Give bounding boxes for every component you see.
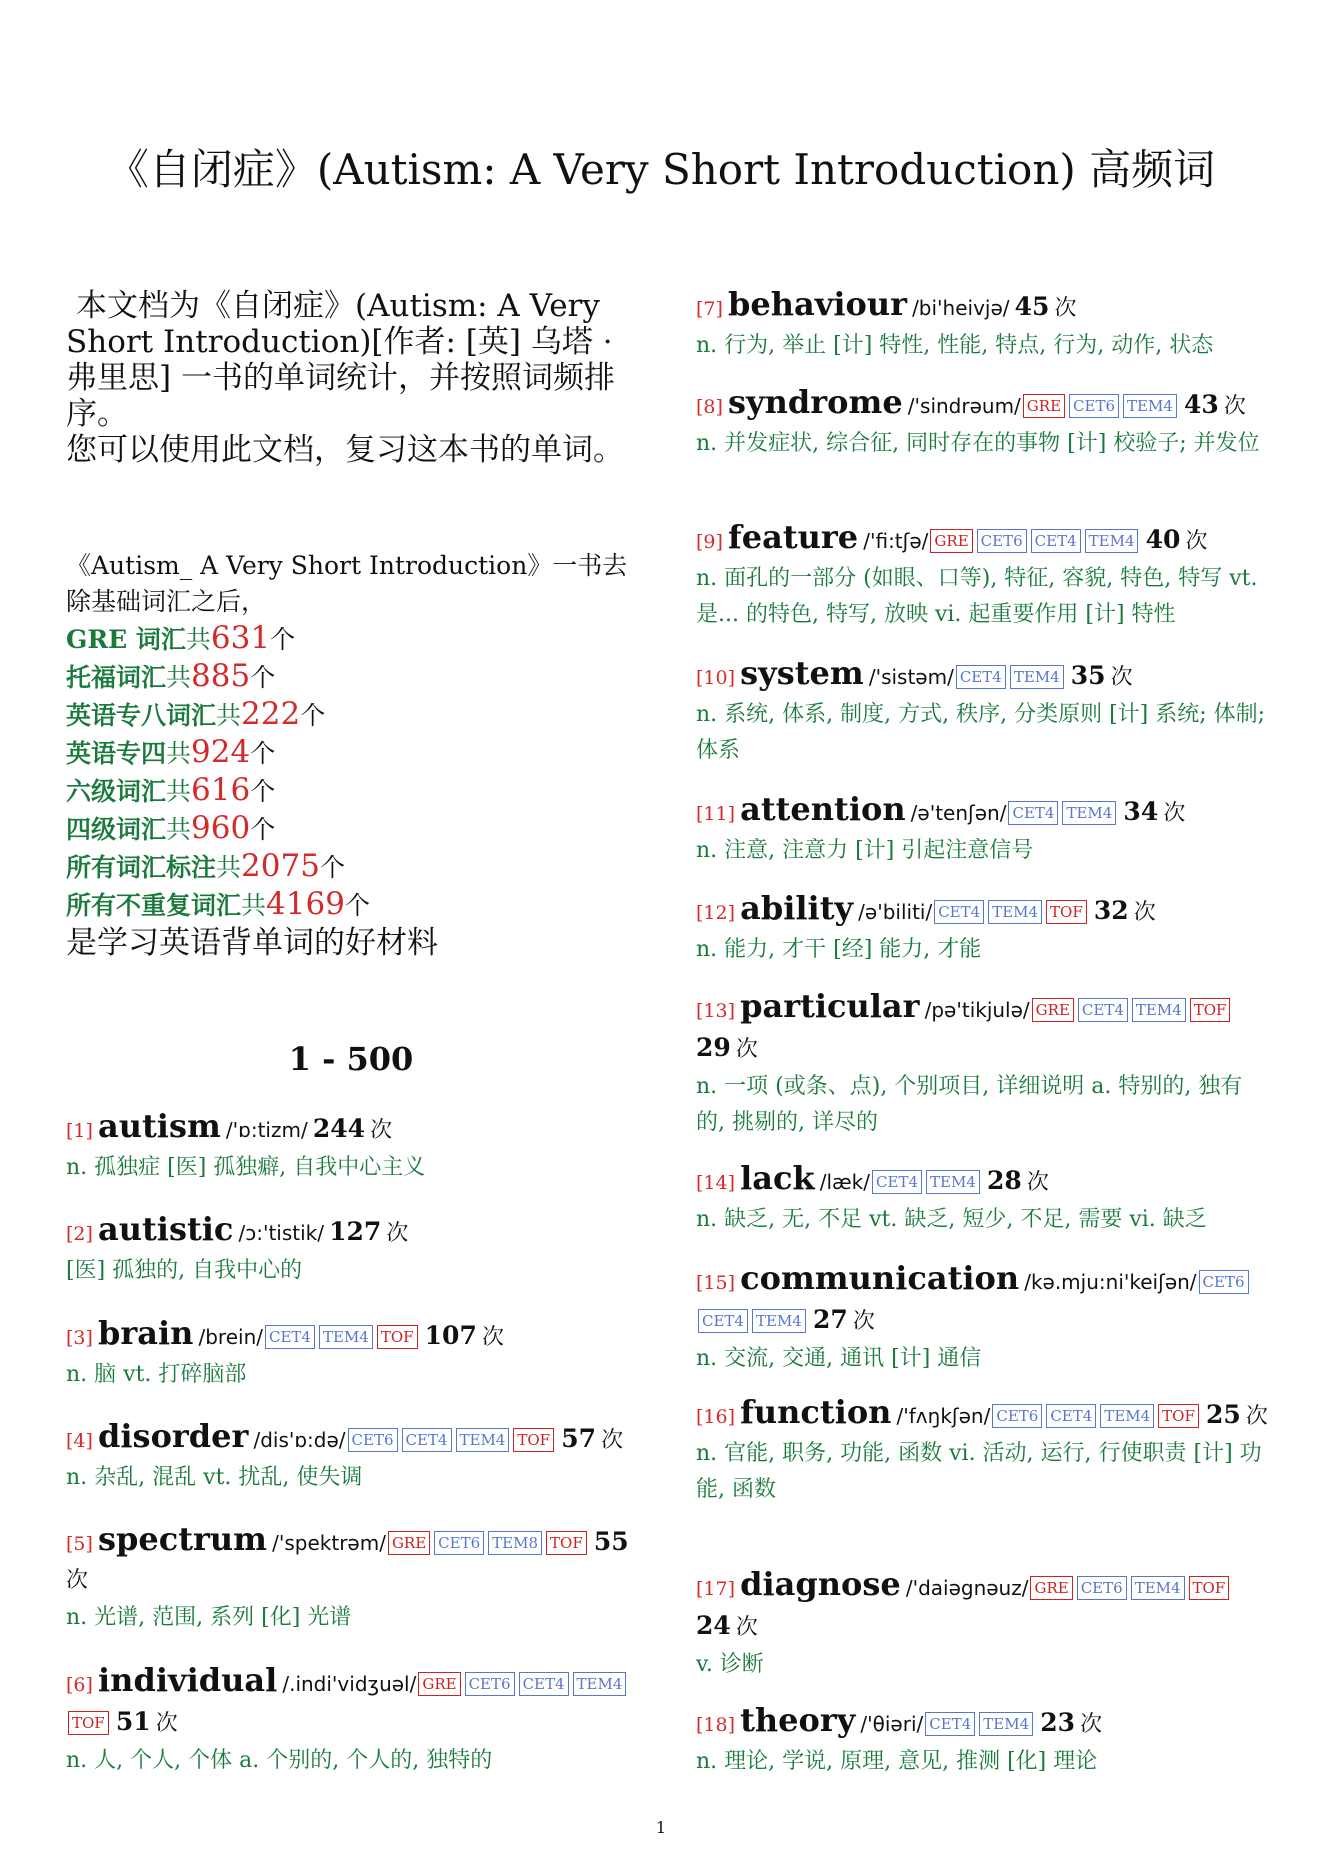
entry-definition: n. 光谱, 范围, 系列 [化] 光谱 [66,1605,352,1630]
exam-tag: CET6 [348,1428,398,1452]
entry-word: particular [740,987,920,1025]
word-entry [696,890,1270,968]
entry-count: 27 [812,1305,848,1334]
exam-tag: CET6 [1077,1576,1127,1600]
exam-tag: TOF [1189,1576,1230,1600]
word-entry [66,1315,636,1393]
stat-unit: 个 [270,625,296,654]
count-suffix: 次 [66,1568,89,1593]
entry-definition: [医] 孤独的, 自我中心的 [66,1258,303,1283]
word-entry [696,1394,1270,1508]
count-suffix: 次 [735,1615,758,1640]
exam-tag: GRE [1030,1576,1072,1600]
stat-count: 631 [210,620,271,656]
exam-tag: CET4 [872,1170,922,1194]
word-entry [66,1662,636,1779]
word-entry [66,1108,636,1186]
entry-definition: n. 杂乱, 混乱 vt. 扰乱, 使失调 [66,1465,363,1490]
entry-count: 107 [424,1321,477,1350]
count-suffix: 次 [1245,1404,1268,1429]
stat-row [66,620,636,658]
entry-head [66,1211,636,1253]
entry-phonetic: /dis'ɒ:də/ [253,1428,346,1452]
entry-word: attention [740,790,906,828]
intro-line-1: 本文档为《自闭症》(Autism: A Very Short Introduction)[作者: [英] 乌塔 · 弗里思] 一书的单词统计，并按照词频排序。 [66,288,615,432]
word-entry [696,988,1270,1141]
exam-tag: TOF [513,1428,554,1452]
entry-head [696,988,1270,1069]
entry-head [696,655,1270,697]
exam-tag: TEM4 [988,900,1042,924]
stat-row [66,886,636,924]
entry-phonetic: /'fi:tʃə/ [863,529,929,553]
exam-tag: TEM4 [752,1309,806,1333]
exam-tag: TEM4 [1010,665,1064,689]
stats-block [66,548,636,962]
count-suffix: 次 [370,1118,393,1143]
page-title: 《自闭症》(Autism: A Very Short Introduction) 高频词 [106,145,1216,194]
entry-index: [3] [66,1327,93,1349]
stats-rows [66,620,636,924]
entry-index: [4] [66,1430,93,1452]
entry-index: [2] [66,1223,93,1245]
stat-unit: 个 [300,701,326,730]
entry-definition: n. 并发症状, 综合征, 同时存在的事物 [计] 校验子; 并发位 [696,431,1260,456]
stat-count: 616 [191,772,251,808]
stat-mid: 共 [166,739,192,768]
entry-count: 34 [1123,797,1159,826]
entry-head [696,791,1270,833]
word-entry [696,384,1270,462]
entry-index: [12] [696,902,736,924]
stat-mid: 共 [166,777,192,806]
count-suffix: 次 [386,1221,409,1246]
exam-tag: GRE [388,1531,430,1555]
stat-label: GRE 词汇 [66,625,186,654]
entry-definition: n. 缺乏, 无, 不足 vt. 缺乏, 短少, 不足, 需要 vi. 缺乏 [696,1207,1207,1232]
entry-phonetic: /kə.mju:ni'keiʃən/ [1024,1270,1197,1294]
entry-definition: n. 能力, 才干 [经] 能力, 才能 [696,937,982,962]
entry-head [696,384,1270,426]
page-number: 1 [655,1818,667,1837]
stat-label: 所有不重复词汇 [66,891,242,920]
stat-mid: 共 [166,663,192,692]
count-suffix: 次 [852,1309,875,1334]
exam-tag: TEM4 [456,1428,510,1452]
entry-index: [13] [696,1000,736,1022]
exam-tag: TOF [377,1325,418,1349]
entry-index: [9] [696,531,723,553]
stat-mid: 共 [216,701,242,730]
range-heading: 1 - 500 [288,1040,414,1078]
word-entry [66,1418,636,1496]
exam-tag: CET4 [265,1325,315,1349]
exam-tag: CET4 [934,900,984,924]
entry-phonetic: /ə'biliti/ [858,900,933,924]
stat-unit: 个 [250,663,276,692]
entry-count: 32 [1093,896,1129,925]
count-suffix: 次 [1054,296,1077,321]
entry-phonetic: /bi'heivjə/ [912,296,1010,320]
word-entry [66,1521,636,1636]
count-suffix: 次 [735,1037,758,1062]
entry-count: 43 [1183,390,1219,419]
entry-definition: n. 注意, 注意力 [计] 引起注意信号 [696,838,1034,863]
entry-index: [10] [696,667,736,689]
entry-head [696,890,1270,932]
entry-index: [14] [696,1172,736,1194]
exam-tag: GRE [1023,394,1065,418]
exam-tag: TOF [1158,1404,1199,1428]
stat-mid: 共 [166,815,192,844]
stat-label: 英语专四 [66,739,167,768]
exam-tag: CET4 [698,1309,748,1333]
entry-definition: n. 面孔的一部分 (如眼、口等), 特征, 容貌, 特色, 特写 vt. 是... 的特色, 特写, 放映 vi. 起重要作用 [计] 特性 [696,566,1258,627]
word-entry [696,1702,1270,1780]
stat-mid: 共 [216,853,242,882]
entry-head [696,1566,1270,1647]
entry-count: 24 [696,1611,731,1640]
count-suffix: 次 [1163,801,1186,826]
exam-tag: TOF [68,1711,109,1735]
entry-head [66,1662,636,1743]
stat-label: 英语专八词汇 [66,701,217,730]
exam-tag: CET4 [1078,998,1128,1022]
entry-index: [7] [696,298,723,320]
stat-count: 222 [241,696,301,732]
stat-row [66,772,636,810]
stat-count: 960 [191,810,251,846]
stat-unit: 个 [250,815,276,844]
stats-lead: 《Autism_ A Very Short Introduction》一书去除基础词汇之后， [66,551,628,616]
entry-index: [18] [696,1714,736,1736]
word-entry [696,519,1270,633]
exam-tag: TOF [1046,900,1087,924]
word-entry [696,1566,1270,1683]
stat-unit: 个 [250,777,276,806]
entry-index: [11] [696,803,736,825]
entry-definition: n. 脑 vt. 打碎脑部 [66,1362,247,1387]
stat-label: 托福词汇 [66,663,167,692]
entry-count: 28 [986,1166,1022,1195]
entry-count: 23 [1040,1708,1075,1737]
stat-row [66,810,636,848]
entry-definition: n. 人, 个人, 个体 a. 个别的, 个人的, 独特的 [66,1748,493,1773]
entry-index: [8] [696,396,723,418]
exam-tag: TEM4 [573,1672,627,1696]
exam-tag: CET6 [992,1404,1042,1428]
stat-count: 885 [191,658,251,694]
entry-phonetic: /'sistəm/ [868,665,954,689]
count-suffix: 次 [1223,394,1246,419]
word-entry [696,1160,1270,1238]
entry-head [66,1315,636,1357]
exam-tag: CET4 [402,1428,452,1452]
exam-tag: TEM4 [979,1712,1033,1736]
exam-tag: TEM4 [1123,394,1177,418]
entry-phonetic: /'θiəri/ [860,1712,924,1736]
exam-tag: CET4 [1046,1404,1096,1428]
exam-tag: TOF [1190,998,1231,1022]
entry-phonetic: /.indi'vidʒuəl/ [282,1672,417,1696]
exam-tag: CET4 [1008,801,1058,825]
entry-definition: n. 官能, 职务, 功能, 函数 vi. 活动, 运行, 行使职责 [计] 功能, 函数 [696,1441,1262,1502]
exam-tag: CET6 [434,1531,484,1555]
entry-phonetic: /'sindrəum/ [907,394,1021,418]
entry-definition: n. 一项 (或条、点), 个别项目, 详细说明 a. 特别的, 独有的, 挑剔的, 详尽的 [696,1074,1243,1135]
entry-definition: n. 孤独症 [医] 孤独癖, 自我中心主义 [66,1155,426,1180]
count-suffix: 次 [1185,529,1208,554]
entry-count: 55 [593,1527,629,1556]
exam-tag: TEM4 [926,1170,980,1194]
stats-closing: 是学习英语背单词的好材料 [66,925,438,961]
word-entry [696,655,1270,769]
exam-tag: TEM4 [1132,998,1186,1022]
word-entry [696,286,1270,364]
stat-row [66,696,636,734]
word-entry [66,1211,636,1289]
entry-phonetic: /'fʌŋkʃən/ [896,1404,991,1428]
exam-tag: CET4 [956,665,1006,689]
word-entry [696,1260,1270,1377]
entry-word: syndrome [728,383,903,421]
count-suffix: 次 [481,1325,504,1350]
entry-count: 40 [1145,525,1181,554]
stat-label: 所有词汇标注 [66,853,217,882]
stat-unit: 个 [344,891,370,920]
entry-word: system [740,654,864,692]
entry-word: autistic [98,1210,234,1248]
exam-tag: CET6 [465,1672,515,1696]
entry-head [696,1702,1270,1744]
entry-word: lack [740,1159,815,1197]
stat-count: 4169 [266,886,345,922]
count-suffix: 次 [601,1428,624,1453]
exam-tag: CET4 [925,1712,975,1736]
entry-word: individual [98,1661,278,1699]
stat-unit: 个 [319,853,345,882]
entry-index: [1] [66,1120,93,1142]
exam-tag: TOF [546,1531,587,1555]
entry-head [696,1394,1270,1436]
exam-tag: TEM4 [319,1325,373,1349]
entry-definition: n. 理论, 学说, 原理, 意见, 推测 [化] 理论 [696,1749,1098,1774]
exam-tag: CET6 [1199,1270,1249,1294]
entry-index: [6] [66,1674,93,1696]
entry-count: 35 [1070,661,1106,690]
intro-line-2: 您可以使用此文档，复习这本书的单词。 [66,432,624,468]
count-suffix: 次 [1080,1712,1103,1737]
entry-phonetic: /læk/ [819,1170,871,1194]
entry-count: 25 [1205,1400,1241,1429]
entry-head [66,1418,636,1460]
stat-count: 2075 [241,848,320,884]
exam-tag: TEM8 [488,1531,542,1555]
entry-word: ability [740,889,854,927]
entry-phonetic: /ɔ:'tistik/ [238,1221,324,1245]
entry-index: [5] [66,1533,93,1555]
exam-tag: CET6 [977,529,1027,553]
entry-word: autism [98,1107,221,1145]
intro-block [66,288,636,468]
entry-index: [16] [696,1406,736,1428]
entry-phonetic: /ə'tenʃən/ [910,801,1007,825]
entry-head [696,1260,1270,1341]
stat-mid: 共 [241,891,267,920]
exam-tag: GRE [418,1672,460,1696]
stat-row [66,658,636,696]
entry-phonetic: /'ɒ:tizm/ [225,1118,308,1142]
entry-count: 244 [312,1114,365,1143]
exam-tag: TEM4 [1131,1576,1185,1600]
entry-word: spectrum [98,1520,268,1558]
entry-word: theory [740,1701,856,1739]
stat-label: 六级词汇 [66,777,167,806]
entry-index: [15] [696,1272,736,1294]
exam-tag: TEM4 [1062,801,1116,825]
stat-row [66,734,636,772]
stat-mid: 共 [185,625,211,654]
exam-tag: GRE [1032,998,1074,1022]
exam-tag: TEM4 [1100,1404,1154,1428]
entry-count: 51 [115,1707,151,1736]
stat-unit: 个 [250,739,276,768]
exam-tag: CET6 [1069,394,1119,418]
exam-tag: TEM4 [1085,529,1139,553]
entry-definition: n. 交流, 交通, 通讯 [计] 通信 [696,1346,982,1371]
entry-word: feature [728,518,859,556]
entry-count: 57 [561,1424,596,1453]
entry-word: behaviour [728,285,907,323]
entry-phonetic: /brein/ [198,1325,263,1349]
entry-count: 127 [329,1217,382,1246]
entry-definition: n. 行为, 举止 [计] 特性, 性能, 特点, 行为, 动作, 状态 [696,333,1214,358]
count-suffix: 次 [1133,900,1156,925]
stat-count: 924 [191,734,251,770]
entry-phonetic: /'daiəgnəuz/ [905,1576,1029,1600]
stat-row [66,848,636,886]
entry-head [696,286,1270,328]
word-entry [696,791,1270,869]
entry-phonetic: /pə'tikjulə/ [924,998,1030,1022]
entry-word: function [740,1393,892,1431]
count-suffix: 次 [1110,665,1133,690]
entry-count: 29 [696,1033,731,1062]
entry-head [66,1108,636,1150]
exam-tag: CET4 [1031,529,1081,553]
entry-word: disorder [98,1417,249,1455]
stat-label: 四级词汇 [66,815,167,844]
entry-phonetic: /'spektrəm/ [272,1531,386,1555]
entry-word: diagnose [740,1565,901,1603]
entry-count: 45 [1014,292,1050,321]
entry-head [696,519,1270,561]
entry-word: brain [98,1314,194,1352]
entry-definition: v. 诊断 [696,1652,764,1677]
count-suffix: 次 [1026,1170,1049,1195]
exam-tag: GRE [930,529,972,553]
count-suffix: 次 [155,1711,178,1736]
entry-head [66,1521,636,1600]
entry-head [696,1160,1270,1202]
entry-word: communication [740,1259,1020,1297]
exam-tag: CET4 [519,1672,569,1696]
entry-index: [17] [696,1578,736,1600]
entry-definition: n. 系统, 体系, 制度, 方式, 秩序, 分类原则 [计] 系统; 体制; 体系 [696,702,1266,763]
